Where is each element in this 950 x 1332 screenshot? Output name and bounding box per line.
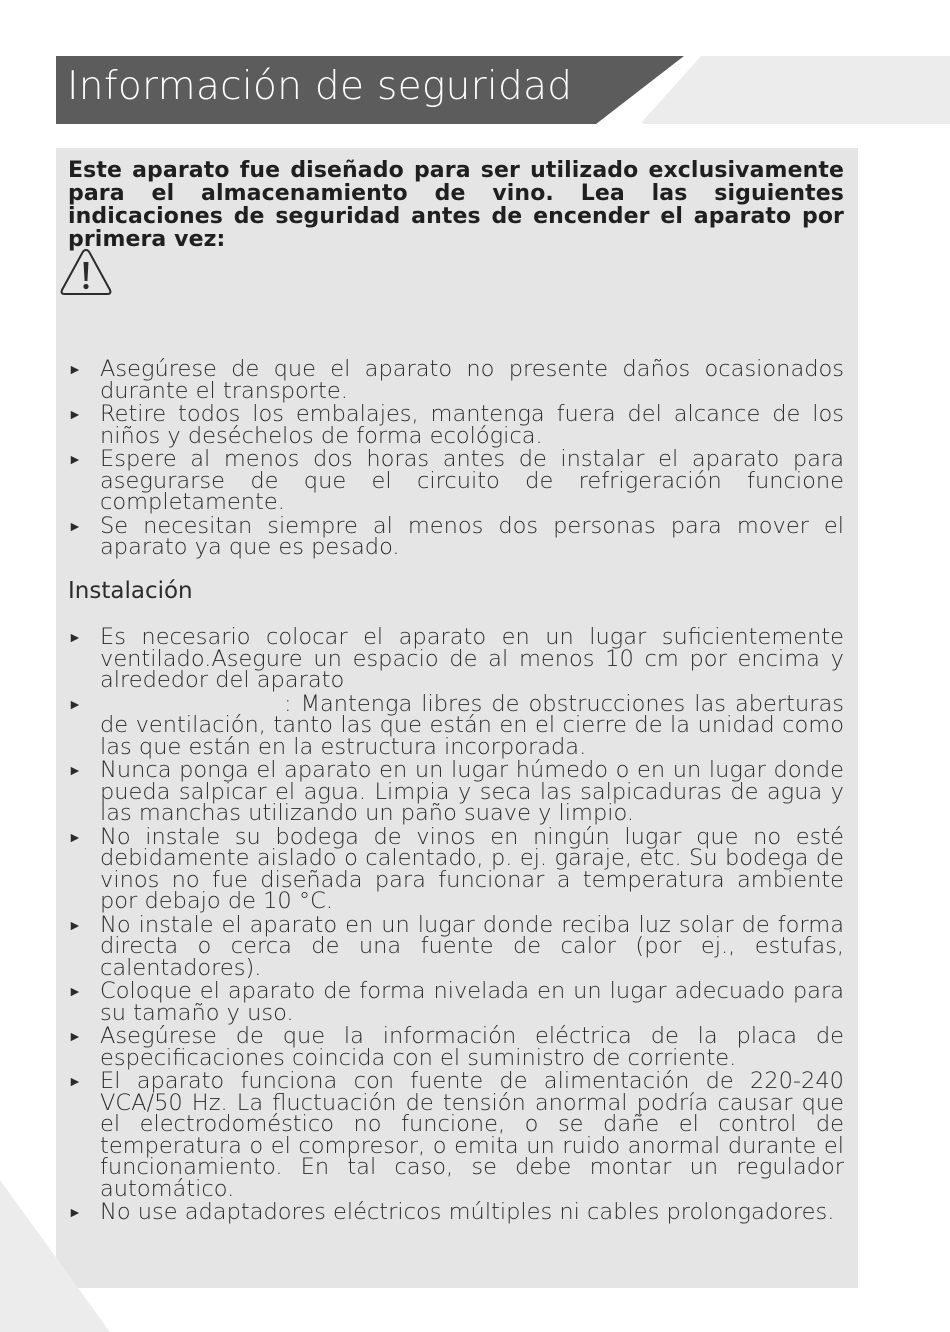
bullet-arrow-icon: ► bbox=[68, 630, 82, 646]
intro-paragraph: Este aparato fue diseñado para ser utilizado exclusivamente para el almacenamiento de vino. Lea las siguientes indicaciones de seguridad antes de encender el aparato por primera vez: bbox=[68, 158, 844, 252]
list-item: ► Asegúrese de que el aparato no presente daños ocasionados durante el transporte. bbox=[68, 356, 844, 404]
bullet-arrow-icon: ► bbox=[68, 407, 82, 423]
bullet-arrow-icon: ► bbox=[68, 1205, 82, 1221]
list-item: ► Asegúrese de que la información eléctrica de la placa de especificaciones coincida con el suministro de corriente. bbox=[68, 1023, 844, 1071]
list-item: ► No use adaptadores eléctricos múltiples ni cables prolongadores. bbox=[68, 1199, 835, 1225]
list-item: ► El aparato funciona con fuente de alimentación de 220-240 VCA/50 Hz. La fluctuación de tensión anormal podría causar que el electrodoméstico no funcione, o se dañe el control de temperatura o el compresor, o emita un ruido anormal durante el funcionamiento. En tal caso, se debe montar un regulador automático. bbox=[68, 1068, 844, 1202]
list-item: ► Se necesitan siempre al menos dos personas para mover el aparato ya que es pesado. bbox=[68, 512, 844, 560]
bullet-arrow-icon: ► bbox=[68, 763, 82, 779]
list-item: ► Es necesario colocar el aparato en un lugar suficientemente ventilado.Asegure un espacio de al menos 10 cm por encima y alrededor del aparato bbox=[68, 624, 844, 693]
bullet-arrow-icon: ► bbox=[68, 1029, 82, 1045]
list-item: ► Nunca ponga el aparato en un lugar húmedo o en un lugar donde pueda salpicar el agua. Limpia y seca las salpicaduras de agua y las manchas utilizando un paño suave y limpio. bbox=[68, 757, 844, 826]
list-item: ► Coloque el aparato de forma nivelada en un lugar adecuado para su tamaño y uso. bbox=[68, 978, 844, 1026]
corner-tab-decoration bbox=[640, 56, 950, 124]
list-item: ► Espere al menos dos horas antes de instalar el aparato para asegurarse de que el circuito de refrigeración funcione completamente. bbox=[68, 446, 844, 515]
page-title: Información de seguridad bbox=[67, 64, 573, 109]
bullet-arrow-icon: ► bbox=[68, 829, 82, 846]
bullet-arrow-icon: ► bbox=[68, 917, 82, 934]
bullet-arrow-icon: ► bbox=[68, 984, 82, 1000]
list-item: ► No instale su bodega de vinos en ningún lugar que no esté debidamente aislado o calentado, p. ej. garaje, etc. Su bodega de vinos no fue diseñada para funcionar a temperatura ambiente por debajo de 10 °C. bbox=[68, 823, 844, 914]
bullet-arrow-icon: ► bbox=[68, 1074, 82, 1090]
warning-triangle-icon bbox=[59, 247, 113, 297]
bullet-arrow-icon: ► bbox=[68, 452, 82, 468]
bullet-arrow-icon: ► bbox=[68, 696, 82, 713]
bullet-arrow-icon: ► bbox=[68, 362, 82, 378]
section-heading-installation: Instalación bbox=[68, 578, 193, 604]
list-item: ► Retire todos los embalajes, mantenga fuera del alcance de los niños y deséchelos de forma ecológica. bbox=[68, 401, 844, 449]
bullet-arrow-icon: ► bbox=[68, 518, 82, 535]
installation-list bbox=[68, 624, 844, 1226]
safety-list bbox=[68, 356, 844, 561]
list-item: ► : Mantenga libres de obstrucciones las aberturas de ventilación, tanto las que están en el cierre de la unidad como las que están en la estructura incorporada. bbox=[68, 690, 844, 760]
list-item: ► No instale el aparato en un lugar donde reciba luz solar de forma directa o cerca de una fuente de calor (por ej., estufas, calentadores). bbox=[68, 911, 844, 981]
